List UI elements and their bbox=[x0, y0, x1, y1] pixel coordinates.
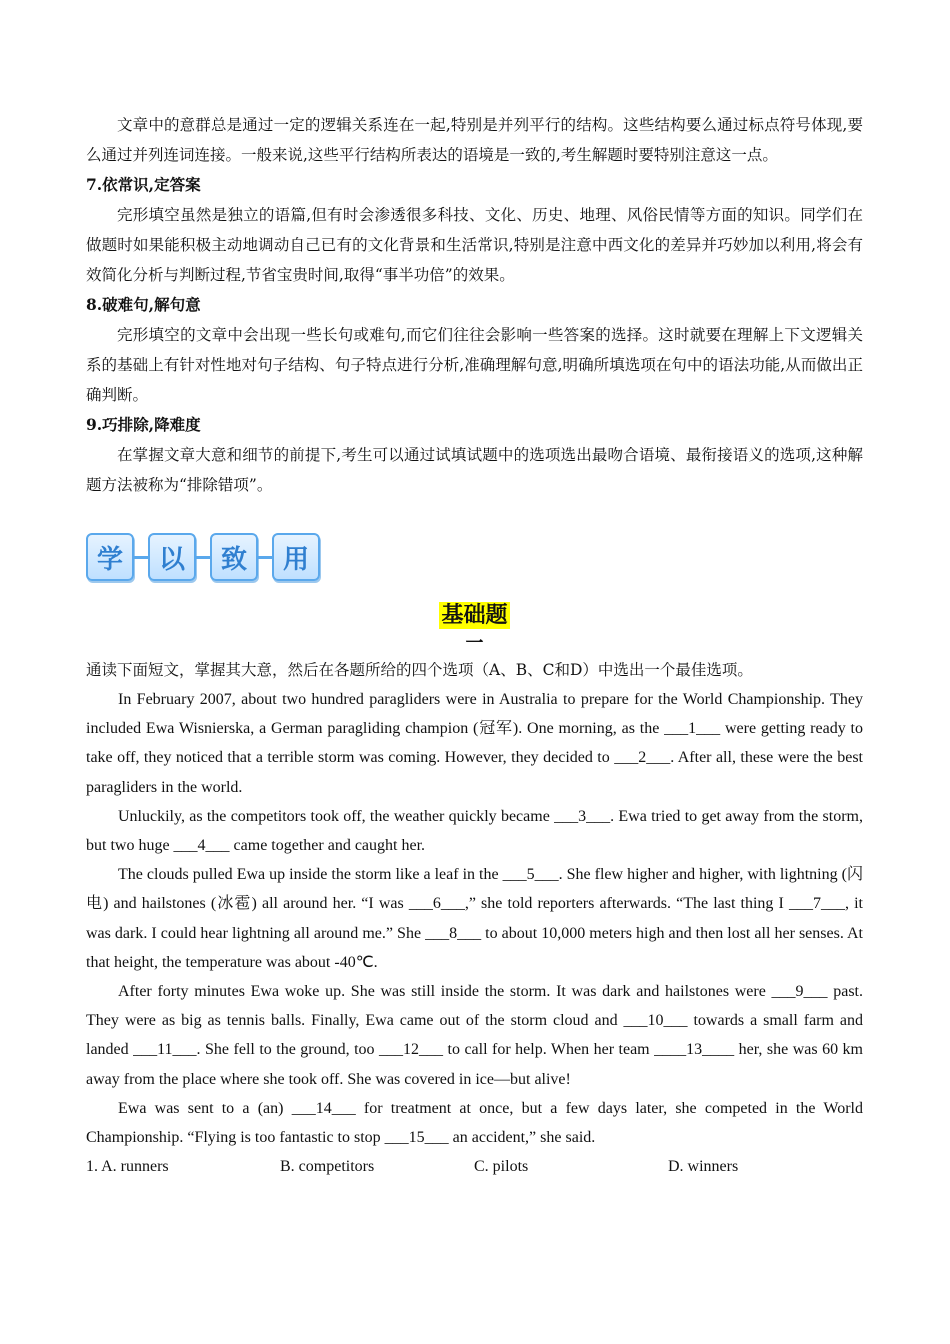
banner-connector bbox=[196, 556, 210, 559]
banner-char-3: 致 bbox=[210, 533, 258, 581]
passage-paragraph-4: After forty minutes Ewa woke up. She was still inside the storm. It was dark and hailstones were ___9___ past. They were as big as tennis balls. Finally, Ewa came out of the storm cloud and ___10___ towards a small farm and landed ___11___. She fell to the ground, too ___12___ to call for help. When her team ____13____ her, she was 60 km away from the place where she took off. She was covered in ice—but alive! bbox=[86, 983, 863, 1088]
banner-char-1: 学 bbox=[86, 533, 134, 581]
passage-paragraph-2: Unluckily, as the competitors took off, the weather quickly became ___3___. Ewa tried to get away from the storm, but two huge ___4___ came together and caught her. bbox=[86, 807, 863, 855]
option-a: 1. A. runners bbox=[86, 1158, 169, 1176]
banner-connector bbox=[134, 556, 148, 559]
banner-connector bbox=[258, 556, 272, 559]
tip-7-heading: 7.依常识,定答案 bbox=[86, 175, 201, 194]
tip-7-text: 完形填空虽然是独立的语篇,但有时会渗透很多科技、文化、历史、地理、风俗民情等方面的知识。同学们在做题时如果能积极主动地调动自己已有的文化背景和生活常识,特别是注意中西文化的差异并巧妙加以利用,将会有效简化分析与判断过程,节省宝贵时间,取得“事半功倍”的效果。 bbox=[86, 206, 863, 284]
tip-8-text: 完形填空的文章中会出现一些长句或难句,而它们往往会影响一些答案的选择。这时就要在理解上下文逻辑关系的基础上有针对性地对句子结构、句子特点进行分析,准确理解句意,明确所填选项在句中的语法功能,从而做出正确判断。 bbox=[86, 326, 863, 404]
banner-char-2: 以 bbox=[148, 533, 196, 581]
section-title-text: 基础题 bbox=[441, 603, 508, 628]
tip-8-heading: 8.破难句,解句意 bbox=[86, 295, 201, 314]
option-d: D. winners bbox=[668, 1158, 739, 1176]
section-title bbox=[86, 598, 863, 629]
banner-char-4: 用 bbox=[272, 533, 320, 581]
passage-paragraph-1: In February 2007, about two hundred paragliders were in Australia to prepare for the World Championship. They included Ewa Wisnierska, a German paragliding champion (冠军). One morning, as the ___1___ were getting ready to take off, they noticed that a terrible storm was coming. However, they decided to ___2___. After all, these were the best paragliders in the world. bbox=[86, 691, 863, 796]
option-c: C. pilots bbox=[474, 1158, 529, 1176]
passage-paragraph-5: Ewa was sent to a (an) ___14___ for treatment at once, but a few days later, she competed in the World Championship. “Flying is too fantastic to stop ___15___ an accident,” she said. bbox=[86, 1099, 863, 1147]
question-1-options bbox=[86, 1152, 863, 1181]
document-content bbox=[86, 110, 863, 1181]
xue-yi-zhi-yong-banner bbox=[86, 530, 863, 584]
section-subtitle: 一 bbox=[465, 633, 484, 654]
tip-9-heading: 9.巧排除,降难度 bbox=[86, 415, 201, 434]
paragraph-parallel-structure: 文章中的意群总是通过一定的逻辑关系连在一起,特别是并列平行的结构。这些结构要么通过标点符号体现,要么通过并列连词连接。一般来说,这些平行结构所表达的语境是一致的,考生解题时要特别注意这一点。 bbox=[86, 116, 863, 164]
tip-9-text: 在掌握文章大意和细节的前提下,考生可以通过试填试题中的选项选出最吻合语境、最衔接语义的选项,这种解题方法被称为“排除错项”。 bbox=[86, 446, 863, 494]
instruction-text: 通读下面短文，掌握其大意，然后在各题所给的四个选项（A、B、C和D）中选出一个最佳选项。 bbox=[86, 661, 753, 679]
option-b: B. competitors bbox=[280, 1158, 375, 1176]
passage-paragraph-3: The clouds pulled Ewa up inside the storm like a leaf in the ___5___. She flew higher and higher, with lightning (闪电) and hailstones (冰雹) all around her. “I was ___6___,” she told reporters afterwards. “The last thing I ___7___, it was dark. I could hear lightning all around me.” She ___8___ to about 10,000 meters high and then lost all her senses. At that height, the temperature was about -40℃. bbox=[86, 866, 863, 971]
